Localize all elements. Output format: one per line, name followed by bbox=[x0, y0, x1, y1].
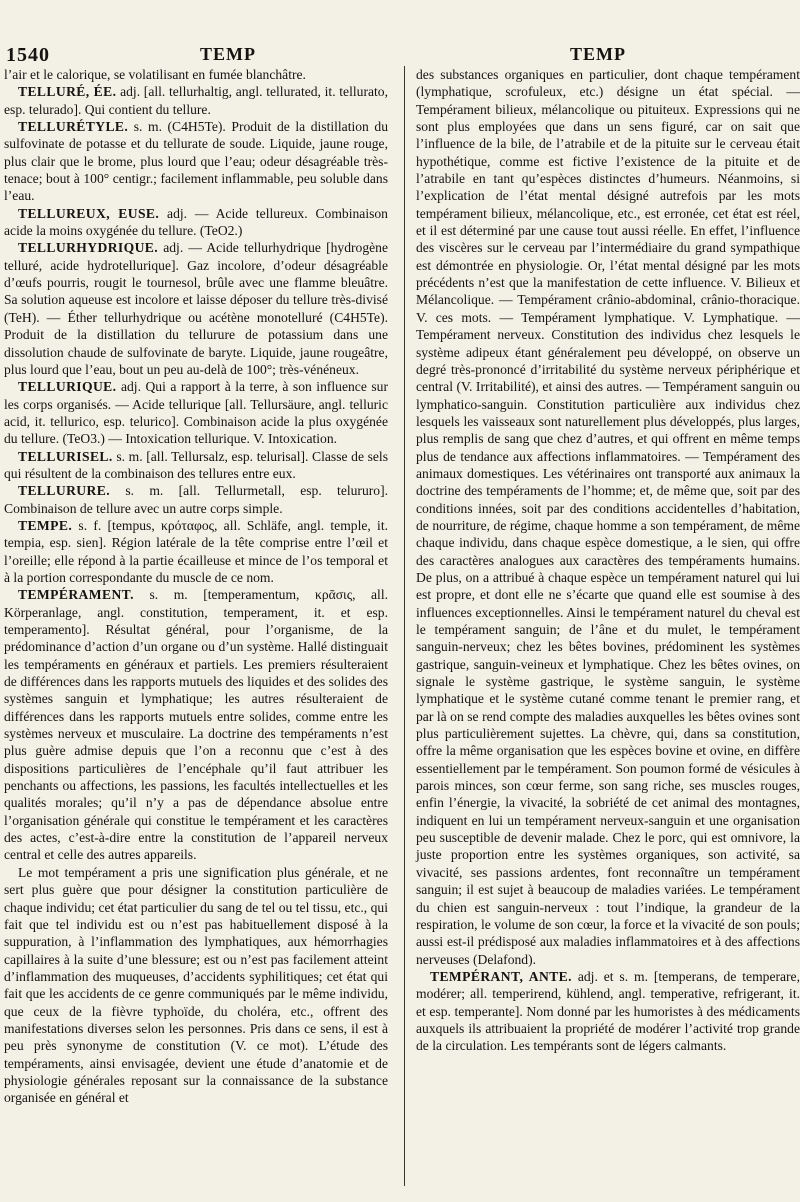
headword: TELLURÉTYLE. bbox=[18, 119, 129, 135]
headword: TELLURÉ, ÉE. bbox=[18, 84, 117, 100]
definition: adj. et s. m. [temperans, de temperare, modérer; all. temperirend, kühlend, angl. temperative, refrigerant, it. et esp. temperante]. Nom donné par les humoristes à des médicaments auxquels ils attribuaient la propriété de modérer l’activité trop grande de la circulation. Les tempérants sont de légers calmants. bbox=[416, 968, 800, 1054]
headword: TEMPÉRANT, ANTE. bbox=[430, 968, 572, 984]
headword: TELLURURE. bbox=[18, 483, 111, 499]
headword: TELLURISEL. bbox=[18, 448, 113, 464]
running-head-right: TEMP bbox=[570, 44, 626, 64]
definition: s. m. [all. Tellurmetall, esp. telururo]. Combinaison de tellure avec un autre corps simple. bbox=[4, 483, 388, 516]
entry-tellure bbox=[4, 83, 388, 118]
entry-tellureux bbox=[4, 205, 388, 240]
left-column bbox=[4, 66, 388, 1107]
entry-continuation: l’air et le calorique, se volatilisant en fumée blanchâtre. bbox=[4, 67, 306, 82]
headword: TEMPÉRAMENT. bbox=[18, 587, 134, 603]
definition: s. m. [all. Tellursalz, esp. telurisal]. Classe de sels qui résultent de la combinaison des tellures entre eux. bbox=[4, 448, 389, 481]
definition: adj. — Acide tellurhydrique [hydrogène telluré, acide hydrotellurique]. Gaz incolore, d’odeur désagréable d’œufs pourris, rougit le tournesol, brûle avec une flamme bleuâtre. Sa solution aqueuse est incolore et laisse déposer du tellure très-divisé (TeH). — Éther tellurhydrique ou acétène monotelluré (C4H5Te). Produit de la distillation du tellurure de potassium dans une dissolution chaude de sulfovinate de baryte. Liquide, jaune rougeâtre, plus lourd que l’eau, bout un peu au-delà de 100°; très-vénéneux. bbox=[4, 240, 388, 377]
headword: TELLURHYDRIQUE. bbox=[18, 240, 159, 256]
definition: adj. [all. tellurhaltig, angl. tellurated, it. tellurato, esp. telurado]. Qui contient du tellure. bbox=[4, 84, 388, 117]
page-number: 1540 bbox=[6, 44, 50, 66]
entry-continuation: des substances organiques en particulier, dont chaque tempérament (lymphatique, scrofuleux, etc.) désigne un état spécial. — Tempérament bilieux, mélancolique ou pituiteux. Expressions qui ne sont plus employées que dans un sens figuré, car on sait que l’influence de la bile, de l’atrabile et de la pituite sur le cerveau était hypothétique, comme est fictive l’existence de la pituite et de l’atrabile en tant qu’espèces distinctes d’humeurs. Néanmoins, si l’explication de l’état mental désigné autrefois par les mots tempérament bilieux, mélancolique, etc., est erronée, cet état est réel, et il est déterminé par une cause tout aussi réelle. En effet, l’influence des viscères sur le cerveau par l’intermédiaire du grand sympathique est démontrée en physiologie. Or, l’état mental désigné par les mots précédents n’est que la manifestation de cette influence. V. Bilieux et Mélancolique. — Tempérament crânio-abdominal, crânio-thoracique. V. ces mots. — Tempérament lymphatique. V. Lymphatique. — Tempérament nerveux. Constitution des individus chez lesquels le système adipeux étant généralement peu développé, on observe un degré très-prononcé d’irritabilité du système nerveux périphérique et central (V. Irritabilité), et ainsi des autres. — Tempérament sanguin ou lymphatico-sanguin. Constitution particulière aux individus chez lesquels les vaisseaux sont naturellement plus développés, plus larges, plus remplis de sang que chez d’autres, et qui offrent en même temps plus de tendance aux affections inflammatoires. — Tempérament des animaux domestiques. Les vétérinaires ont transporté aux animaux la doctrine des tempéraments de l’homme; et, de même que, soit par des conditions innées, soit par des conditions accidentelles d’habitation, de nourriture, de régime, chaque homme a son tempérament, de même chaque individu, dans chaque espèce domestique, a le sien, qui offre des caractères analogues aux caractères des tempéraments humains. De plus, on a attribué à chaque espèce un tempérament naturel qui lui est propre, et dont elle ne s’écarte que quand elle est soumise à des influences exceptionnelles. Ainsi le tempérament naturel du cheval est le tempérament sanguin; de l’âne et du mulet, le tempérament sanguin-nerveux; chez les bêtes bovines, prédominent les systèmes gastrique, sanguin-veineux et lymphatique. Chez les bêtes ovines, on signale le système gastrique, le système sanguin, le système lymphatique et le système cutané comme tenant le premier rang, et par là on se rend compte des maladies auxquelles les bêtes ovines sont plus particulièrement sujettes. La chèvre, qui, dans sa constitution, offre la même organisation que les espèces bovine et ovine, en diffère essentiellement par le tempérament. Son poumon formé de vésicules à parois minces, son cœur ferme, son sang riche, ses muscles rouges, enfin l’énergie, la vivacité, la sobriété de cet animal des montagnes, indiquent en lui un tempérament nerveux-sanguin et une organisation peu susceptible de devenir malade. Chez le porc, qui est omnivore, la juste proportion entre les systèmes organiques, son activité, sa vivacité, ses passions ardentes, font reconnaître un tempérament sanguin; il est sujet à beaucoup de maladies variées. Le tempérament du chien est sanguin-nerveux : tout l’indique, la grandeur de la respiration, le volume de son cœur, la force et la vivacité de son pouls; aussi est-il prédisposé aux maladies inflammatoires et à des affections nerveuses (Delafond). bbox=[416, 67, 800, 967]
definition: s. m. [temperamentum, κρᾶσις, all. Körperanlage, angl. constitution, temperament, it. et esp. temperamento]. Résultat général, pour l’organisme, de la prédominance d’action d’un organe ou d’un système. Hallé distinguait les tempéraments en généraux et partiels. Les premiers résulteraient de différences dans les rapports mutuels des liquides et des solides des systèmes sanguin et lymphatique; les autres résulteraient de différences dans les rapports mutuels entre solides, comme entre les systèmes nerveux et musculaire. La doctrine des tempéraments n’est plus guère admise depuis que l’on a reconnu que c’est à des dispositions particulières de l’encéphale qu’il faut attribuer les penchants ou affections, les passions, les facultés intellectuelles et les qualités morales; qu’il n’y a pas de dépendance absolue entre l’organisation générale qui constitue le tempérament et les caractères des actes, c’est-à-dire entre la constitution de l’appareil nerveux central et celle des autres appareils. bbox=[4, 587, 388, 863]
entry-tellurique bbox=[4, 378, 388, 447]
definition: adj. — Acide tellureux. Combinaison acide la moins oxygénée du tellure. (TeO2.) bbox=[4, 205, 388, 239]
column-divider bbox=[404, 66, 405, 1186]
headword: TELLURIQUE. bbox=[18, 379, 117, 395]
running-head-left: TEMP bbox=[200, 44, 256, 64]
entry-temperament-part2: Le mot tempérament a pris une signification plus générale, et ne sert plus guère que pour désigner la constitution particulière de chaque individu; cet état particulier du sang de tel ou tel tissu, etc., qui fait que tel individu est ou n’est pas habituellement disposé à la suppuration, à l’inflammation des lymphatiques, aux hémorrhagies capillaires à la suite d’une blessure; est ou n’est pas facilement atteint d’inflammation des muqueuses, d’accidents syphilitiques; cet état qui fait que les accidents de ce genre communiqués par le même individu, que ceux de la fièvre typhoïde, du choléra, etc., offrent des manifestations diverses selon les personnes. Pris dans ce sens, il est à peu près synonyme de constitution (V. ce mot). L’étude des tempéraments, ainsi envisagée, devient une étude d’anatomie et de physiologie générales reposant sur la connaissance de la substance organisée en général et bbox=[4, 864, 388, 1106]
entry-tempe bbox=[4, 517, 388, 586]
definition: adj. Qui a rapport à la terre, à son influence sur les corps organisés. — Acide tellurique [all. Tellursäure, angl. telluric acid, it. tellurico, esp. telurico]. Combinaison acide la plus oxygénée du tellure. (TeO3.) — Intoxication tellurique. V. Intoxication. bbox=[4, 379, 388, 447]
definition: s. m. (C4H5Te). Produit de la distillation du sulfovinate de potasse et du tellurate de soude. Liquide, jaune rouge, plus clair que le brome, plus lourd que l’eau; odeur désagréable très-tenace; bout à 100° centigr.; facilement inflammable, peu soluble dans l’eau. bbox=[4, 119, 389, 204]
headword: TEMPE. bbox=[18, 517, 73, 533]
entry-tellurhydrique bbox=[4, 239, 388, 378]
entry-tellurethyle bbox=[4, 118, 388, 205]
definition: s. f. [tempus, κρόταφος, all. Schläfe, angl. temple, it. tempia, esp. sien]. Région latérale de la tête comprise entre l’œil et l’oreille; elle répond à la partie écailleuse et mince de l’os temporal et à la portion correspondante du muscle de ce nom. bbox=[4, 517, 388, 585]
right-column bbox=[416, 66, 800, 1055]
entry-tellurisel bbox=[4, 448, 388, 483]
entry-temperament bbox=[4, 586, 388, 864]
entry-temperant bbox=[416, 968, 800, 1055]
entry-tellurure bbox=[4, 482, 388, 517]
headword: TELLUREUX, EUSE. bbox=[18, 205, 160, 221]
